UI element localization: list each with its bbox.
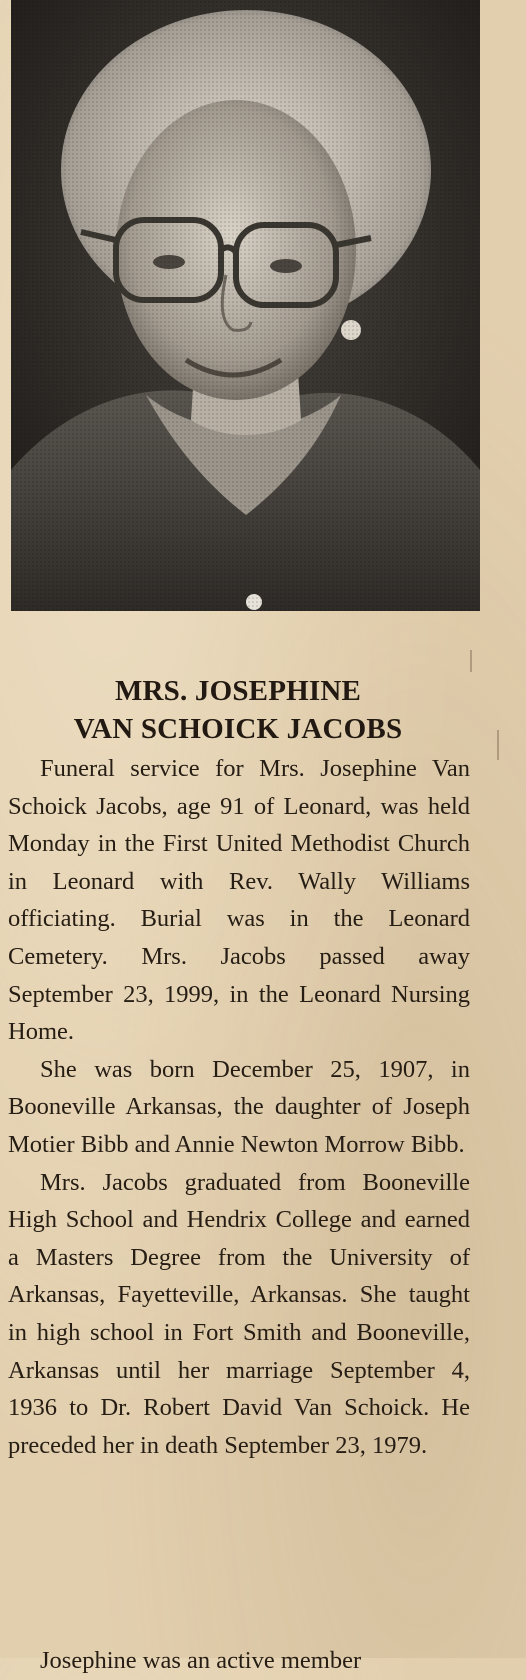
obituary-headline bbox=[0, 672, 476, 748]
paragraph-birth: She was born December 25, 1907, in Booneville Arkansas, the daughter of Joseph Motier Bibb and Annie Newton Morrow Bibb. bbox=[8, 1055, 470, 1158]
headline-line-1: MRS. JOSEPHINE bbox=[114, 675, 362, 707]
cutoff-text-line: Josephine was an active member bbox=[40, 1647, 362, 1674]
obituary-body bbox=[8, 750, 470, 1464]
portrait-image bbox=[11, 0, 480, 611]
portrait-photo bbox=[11, 0, 480, 611]
paragraph-funeral-service: Funeral service for Mrs. Josephine Van Schoick Jacobs, age 91 of Leonard, was held Monday in the First United Methodist Church in Leonard with Rev. Wally Williams officiating. Burial was in the Leonard Cemetery. Mrs. Jacobs passed away September 23, 1999, in the Leonard Nursing Home. bbox=[8, 755, 470, 1046]
column-edge-mark bbox=[470, 650, 472, 672]
column-edge-mark bbox=[497, 730, 499, 760]
paragraph-education-career: Mrs. Jacobs graduated from Booneville High School and Hendrix College and earned a Masters Degree from the University of Arkansas, Fayetteville, Arkansas. She taught in high school in Fort Smith and Booneville, Arkansas until her marriage September 4, 1936 to Dr. Robert David Van Schoick. He preceded her in death September 23, 1979. bbox=[8, 1168, 470, 1459]
headline-line-2: VAN SCHOICK JACOBS bbox=[73, 713, 403, 745]
